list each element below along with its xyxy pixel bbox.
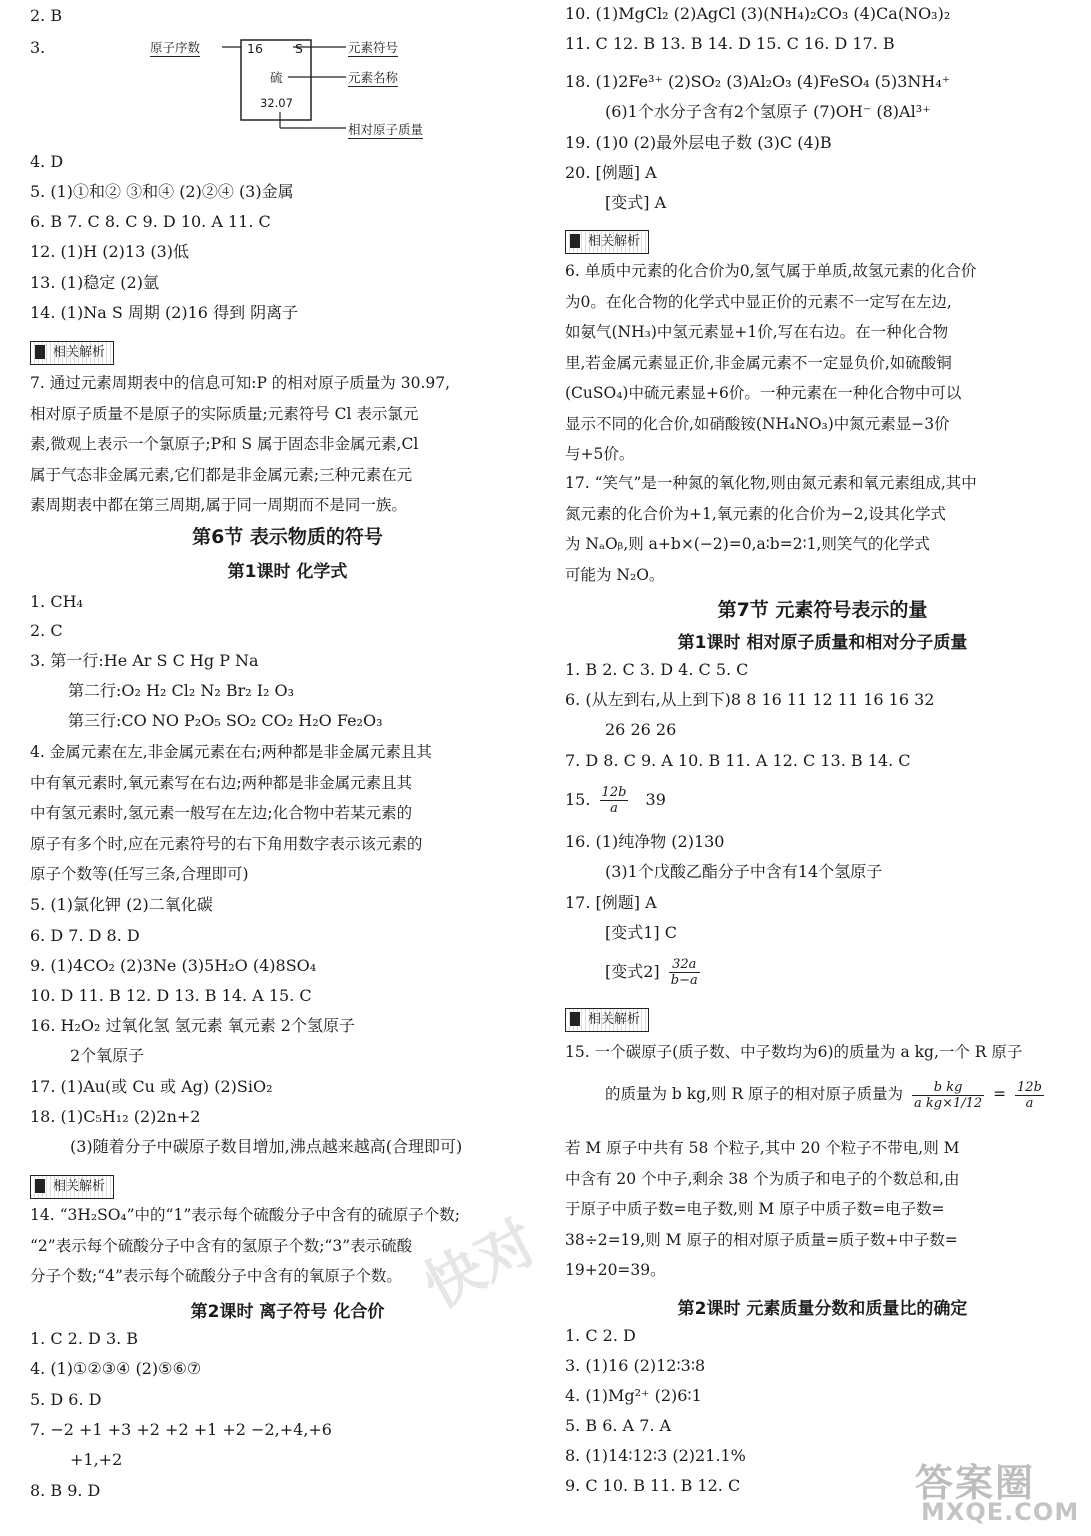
answer-10: 10. (1)MgCl₂ (2)AgCl (3)(NH₄)₂CO₃ (4)Ca(NO₃)₂	[565, 4, 951, 23]
answer-2: 2. B	[30, 6, 63, 25]
s7-answer-15-value: 39	[645, 790, 666, 809]
analysis-15-line1: 15. 一个碳原子(质子数、中子数均为6)的质量为 a kg,一个 R 原子	[565, 1043, 1023, 1061]
fraction-numerator: 32a	[669, 957, 700, 973]
section-6-title: 第6节 表示物质的符号	[192, 526, 383, 548]
s6-answer-9: 9. (1)4CO₂ (2)3Ne (3)5H₂O (4)8SO₄	[30, 956, 317, 975]
cell-atomic-mass: 32.07	[260, 96, 293, 110]
l2-answer-7: 7. −2 +1 +3 +2 +2 +1 +2 −2,+4,+6	[30, 1420, 332, 1439]
s6-answer-17: 17. (1)Au(或 Cu 或 Ag) (2)SiO₂	[30, 1077, 273, 1096]
s7-answer-15	[565, 780, 666, 820]
s7-answer-16: 16. (1)纯净物 (2)130	[565, 832, 725, 851]
atomic-number-label: 原子序数	[150, 40, 201, 55]
analysis-7: 7. 通过元素周期表中的信息可知:P 的相对原子质量为 30.97, 相对原子质量不是原子的实际质量;元素符号 Cl 表示氯元 素,微观上表示一个氯原子;P和 S 属于固态非金属元素,Cl 属于气态非金属元素,它们都是非金属元素;三种元素在元 素周期表中都在第三周期,属于同一周期而不是同一族。	[30, 374, 451, 514]
l2-answer-1-3: 1. C 2. D 3. B	[30, 1329, 139, 1348]
site-watermark	[911, 1452, 1081, 1530]
section-6-lesson-1: 第1课时 化学式	[227, 562, 348, 582]
s6-answer-18-cont: (3)随着分子中碳原子数目增加,沸点越来越高(合理即可)	[70, 1137, 463, 1156]
l2-answer-5-6: 5. D 6. D	[30, 1390, 102, 1409]
element-symbol-label: 元素符号	[348, 40, 399, 55]
answer-18-cont: (6)1个水分子含有2个氢原子 (7)OH⁻ (8)Al³⁺	[605, 102, 931, 121]
l2-answer-8: 8. (1)14∶12∶3 (2)21.1%	[565, 1446, 746, 1465]
element-name-label: 元素名称	[348, 70, 399, 85]
l2-answer-1-2: 1. C 2. D	[565, 1326, 636, 1345]
answer-4: 4. D	[30, 152, 64, 171]
section-7-lesson-1: 第1课时 相对原子质量和相对分子质量	[677, 633, 968, 653]
analysis-tag: 相关解析	[30, 341, 114, 365]
s6-answer-2: 2. C	[30, 621, 63, 640]
s6-answer-1: 1. CH₄	[30, 592, 83, 611]
analysis-15-line2-text: 的质量为 b kg,则 R 原子的相对原子质量为	[605, 1085, 904, 1103]
analysis-15-fraction-1	[912, 1080, 984, 1111]
relative-atomic-mass-label: 相对原子质量	[348, 122, 424, 137]
section-7-lesson-2: 第2课时 元素质量分数和质量比的确定	[677, 1299, 968, 1319]
s6-answer-10-15: 10. D 11. B 12. D 13. B 14. A 15. C	[30, 986, 312, 1005]
s7-answer-1-5: 1. B 2. C 3. D 4. C 5. C	[565, 660, 749, 679]
l2-answer-4: 4. (1)Mg²⁺ (2)6∶1	[565, 1386, 702, 1405]
analysis-tag: 相关解析	[565, 1008, 649, 1032]
s7-answer-17-variant1: [变式1] C	[605, 923, 677, 942]
analysis-6: 6. 单质中元素的化合价为0,氢气属于单质,故氢元素的化合价 为0。在化合物的化学式中显正价的元素不一定写在左边, 如氨气(NH₃)中氢元素显+1价,写在右边。在一种化合物 里,若金属元素显正价,非金属元素不一定显负价,如硫酸铜 (CuSO₄)中硫元素显+6价。一种元素在一种化合物中可以 显示不同的化合价,如硝酸铵(NH₄NO₃)中氮元素显−3价 与+5价。	[565, 262, 977, 463]
section-7-title: 第7节 元素符号表示的量	[717, 599, 928, 621]
s7-answer-7-14: 7. D 8. C 9. A 10. B 11. A 12. C 13. B 14. C	[565, 751, 911, 770]
analysis-tag: 相关解析	[30, 1175, 114, 1199]
l2-answer-5-7: 5. B 6. A 7. A	[565, 1416, 672, 1435]
s6-answer-4: 4. 金属元素在左,非金属元素在右;两种都是非金属元素且其 中有氧元素时,氧元素写在右边;两种都是非金属元素且其 中有氢元素时,氢元素一般写在左边;化合物中若某元素的 原子有多个时,应在元素符号的右下角用数字表示该元素的 原子个数等(任写三条,合理即可)	[30, 743, 432, 883]
analysis-15-rest: 若 M 原子中共有 58 个粒子,其中 20 个粒子不带电,则 M 中含有 20 个中子,剩余 38 个为质子和电子的个数总和,由 于原子中质子数=电子数,则 M 原子中质子数=电子数= 38÷2=19,则 M 原子的相对原子质量=质子数+中子数= 19+20=39。	[565, 1139, 960, 1279]
cell-element-name: 硫	[270, 70, 283, 85]
l2-answer-4: 4. (1)①②③④ (2)⑤⑥⑦	[30, 1359, 202, 1378]
s6-answer-3-row2: 第二行:O₂ H₂ Cl₂ N₂ Br₂ I₂ O₃	[68, 681, 295, 700]
section-6-lesson-2: 第2课时 离子符号 化合价	[190, 1302, 385, 1322]
answer-14: 14. (1)Na S 周期 (2)16 得到 阴离子	[30, 303, 299, 322]
variant2-label: [变式2]	[605, 962, 660, 981]
answer-18: 18. (1)2Fe³⁺ (2)SO₂ (3)Al₂O₃ (4)FeSO₄ (5)3NH₄⁺	[565, 72, 951, 91]
answer-3-number: 3.	[30, 38, 46, 57]
equals-sign: =	[993, 1085, 1007, 1103]
watermark-url: MXQE.COM	[921, 1498, 1080, 1526]
analysis-14: 14. “3H₂SO₄”中的“1”表示每个硫酸分子中含有的硫原子个数; “2”表示每个硫酸分子中含有的氢原子个数;“3”表示硫酸 分子个数;“4”表示每个硫酸分子中含有的氧原子个数。	[30, 1206, 460, 1285]
answer-20-example: 20. [例题] A	[565, 163, 657, 182]
fraction-denominator: a kg×1/12	[913, 1095, 983, 1111]
cell-atomic-number: 16	[247, 41, 263, 56]
l2-answer-7-cont: +1,+2	[70, 1450, 123, 1469]
watermark-logo-text: 答案圈	[915, 1461, 1036, 1505]
center-watermark: 快对	[413, 1207, 548, 1322]
variant2-fraction	[669, 957, 700, 988]
answer-6-11: 6. B 7. C 8. C 9. D 10. A 11. C	[30, 212, 271, 231]
l2-answer-3: 3. (1)16 (2)12∶3∶8	[565, 1356, 706, 1375]
l2-answer-9-12: 9. C 10. B 11. B 12. C	[565, 1476, 741, 1495]
s6-answer-3-row1: 3. 第一行:He Ar S C Hg P Na	[30, 651, 259, 670]
s6-answer-3-row3: 第三行:CO NO P₂O₅ SO₂ CO₂ H₂O Fe₂O₃	[68, 711, 383, 730]
fraction-numerator: 12b	[1017, 1079, 1042, 1095]
s7-answer-16-cont: (3)1个戊酸乙酯分子中含有14个氢原子	[605, 862, 883, 881]
fraction-numerator: b kg	[912, 1080, 984, 1096]
s6-answer-16-cont: 2个氧原子	[70, 1046, 145, 1065]
answer-12: 12. (1)H (2)13 (3)低	[30, 242, 190, 261]
analysis-17: 17. “笑气”是一种氮的氧化物,则由氮元素和氧元素组成,其中 氮元素的化合价为+1,氧元素的化合价为−2,设其化学式 为 NₐOᵦ,则 a+b×(−2)=0,a∶b=2∶1,则笑气的化学式 可能为 N₂O。	[565, 474, 977, 584]
diagram-lines	[30, 30, 545, 150]
s7-answer-15-fraction	[600, 785, 629, 816]
fraction-denominator: a	[610, 801, 618, 816]
s6-answer-16: 16. H₂O₂ 过氧化氢 氢元素 氧元素 2个氢原子	[30, 1016, 355, 1035]
fraction-numerator: 12b	[601, 785, 627, 800]
fraction-denominator: a	[1025, 1095, 1034, 1111]
s6-answer-6-8: 6. D 7. D 8. D	[30, 926, 140, 945]
cell-symbol: S	[295, 41, 303, 56]
s7-answer-6-cont: 26 26 26	[605, 720, 677, 739]
fraction-denominator: b−a	[670, 973, 698, 988]
analysis-15-line2	[605, 1072, 1048, 1116]
answer-19: 19. (1)0 (2)最外层电子数 (3)C (4)B	[565, 133, 832, 152]
analysis-tag: 相关解析	[565, 230, 649, 254]
s7-answer-15-number: 15.	[565, 790, 591, 809]
answer-20-variant: [变式] A	[605, 193, 667, 212]
s7-answer-17-variant2	[605, 952, 704, 992]
answer-11-17: 11. C 12. B 13. B 14. D 15. C 16. D 17. B	[565, 34, 895, 53]
l2-answer-8-9: 8. B 9. D	[30, 1481, 101, 1500]
answer-13: 13. (1)稳定 (2)氩	[30, 273, 159, 292]
element-cell-diagram	[30, 30, 545, 150]
s6-answer-18: 18. (1)C₅H₁₂ (2)2n+2	[30, 1107, 201, 1126]
s7-answer-17-example: 17. [例题] A	[565, 893, 657, 912]
s7-answer-6: 6. (从左到右,从上到下)8 8 16 11 12 11 16 16 32	[565, 690, 935, 709]
s6-answer-5: 5. (1)氯化钾 (2)二氧化碳	[30, 895, 213, 914]
analysis-15-fraction-2	[1015, 1080, 1044, 1111]
answer-5: 5. (1)①和② ③和④ (2)②④ (3)金属	[30, 182, 294, 201]
